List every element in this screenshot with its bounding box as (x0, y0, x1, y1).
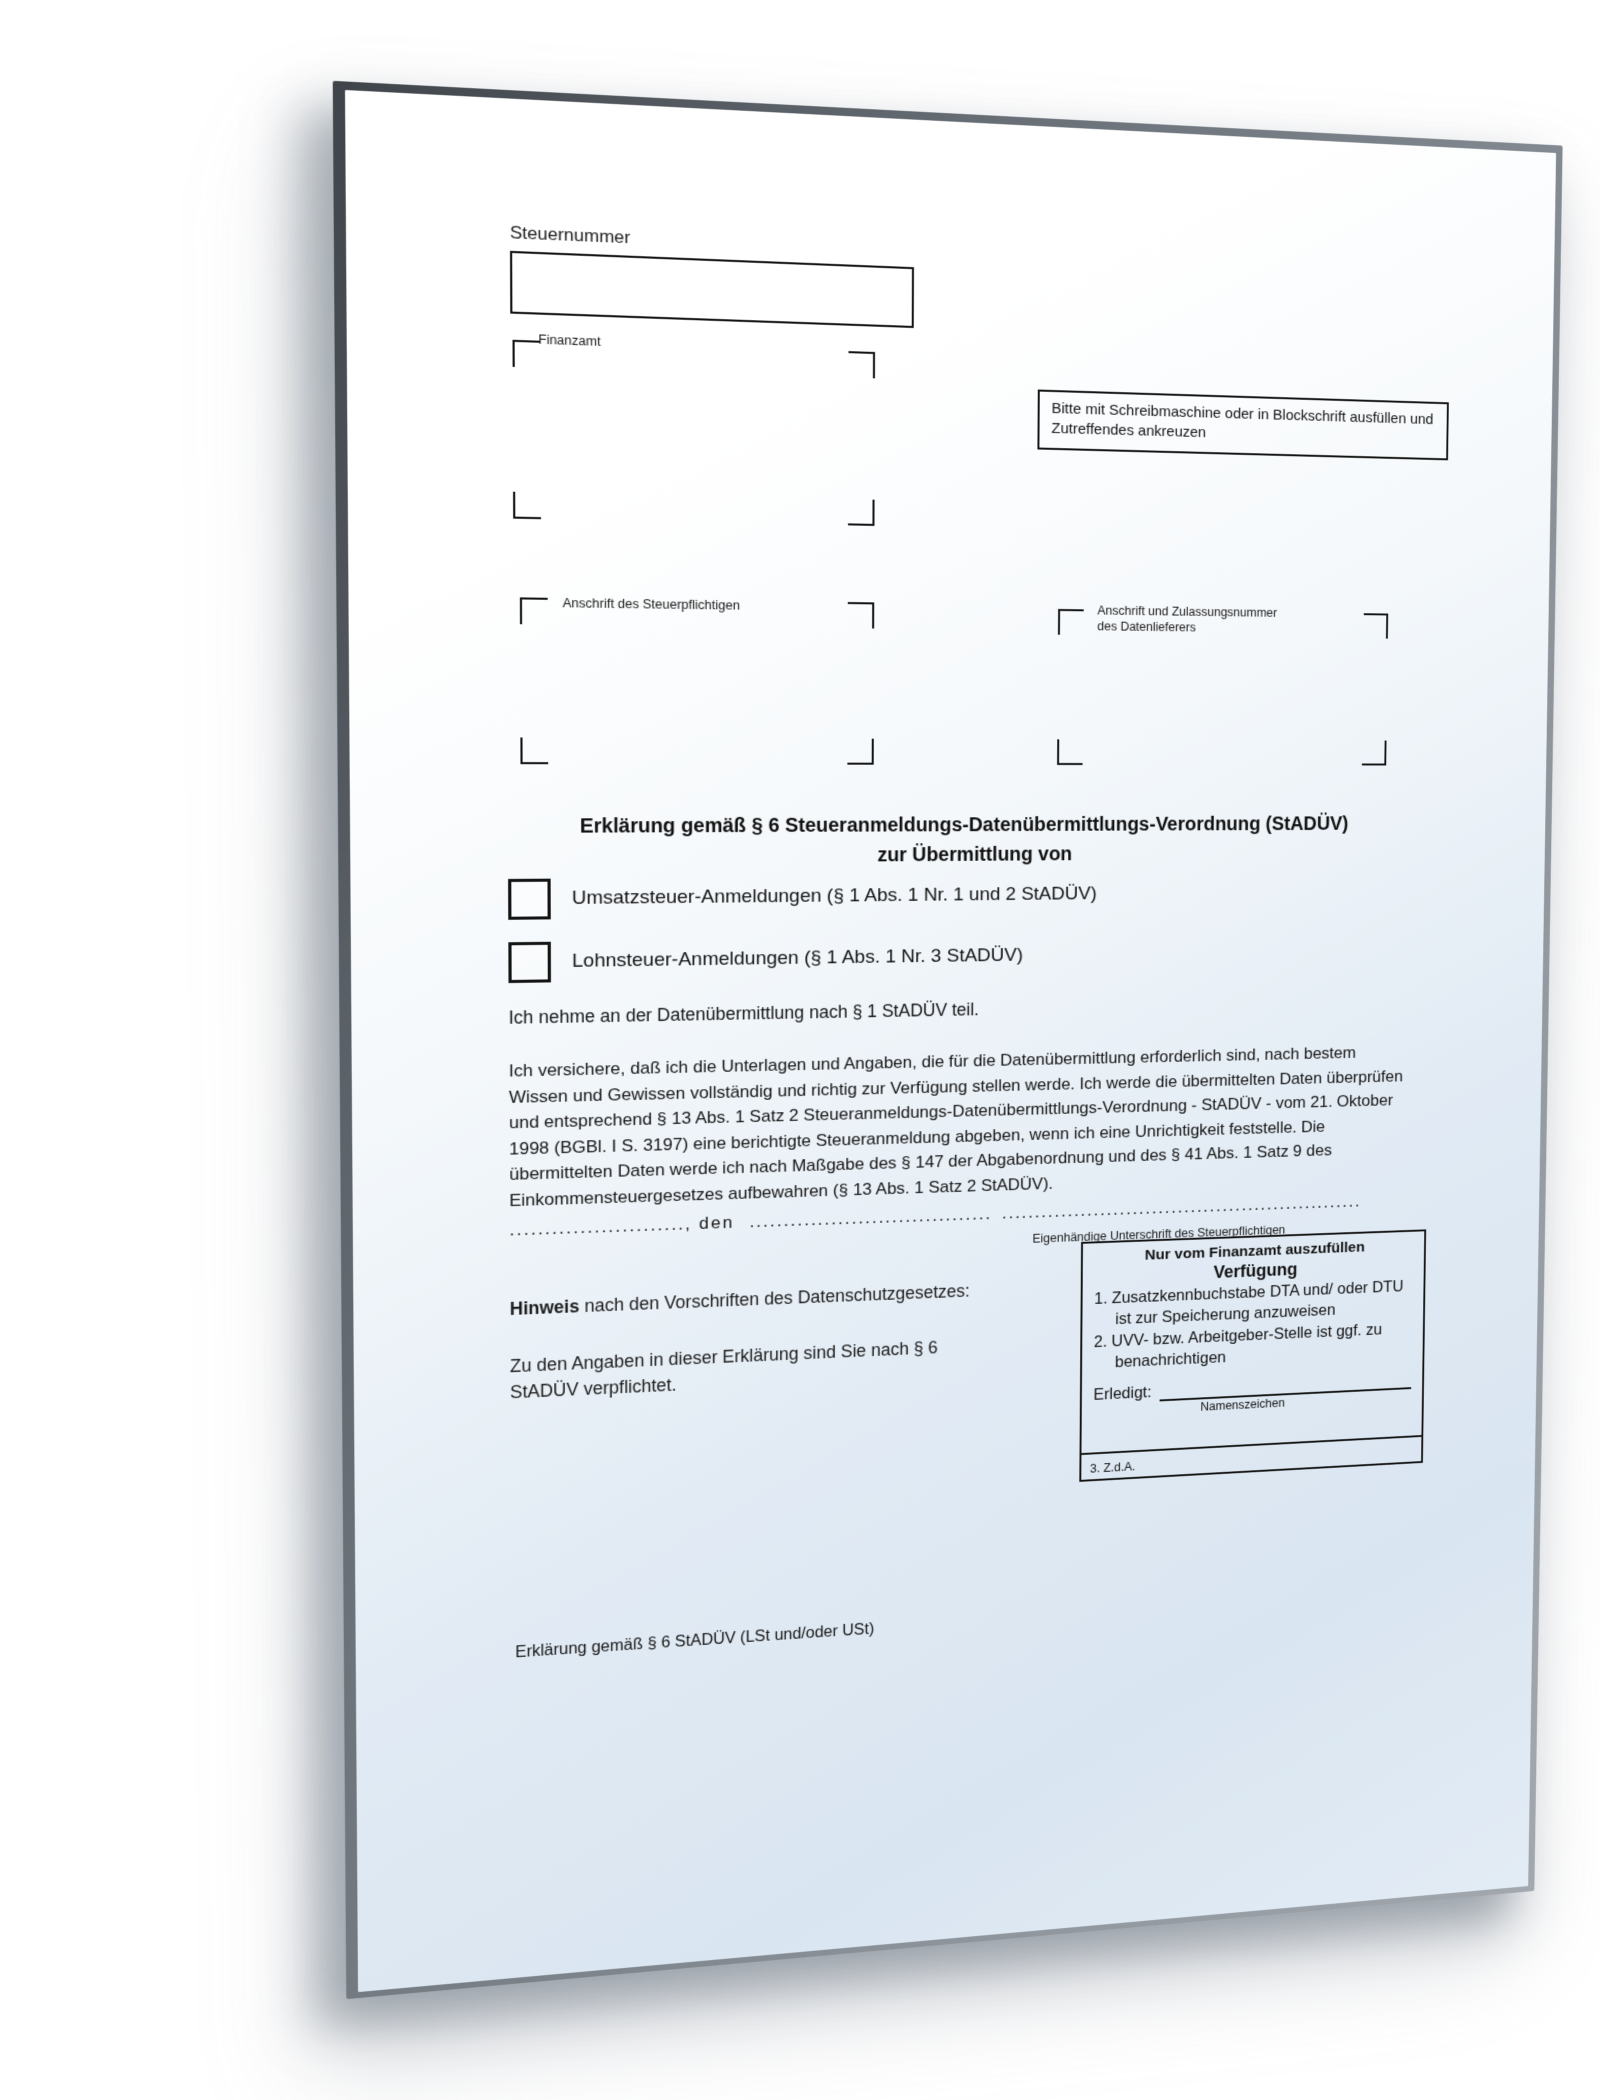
erledigt-label: Erledigt: (1093, 1383, 1152, 1405)
checkbox-lohnsteuer[interactable] (508, 942, 551, 983)
corner-mark-icon (848, 351, 875, 378)
city-dots-field[interactable]: ......................... (509, 1214, 686, 1240)
corner-mark-icon (848, 499, 875, 526)
supplier-address-label (1097, 604, 1277, 637)
corner-mark-icon (513, 492, 541, 520)
checkbox-row-umsatzsteuer (508, 872, 1407, 919)
taxpayer-address-frame (520, 597, 874, 764)
office-box-inner (1081, 1231, 1424, 1455)
corner-mark-icon (1057, 739, 1083, 765)
checkbox-row-lohnsteuer (508, 931, 1406, 983)
supplier-address-label-line1: Anschrift und Zulassungsnummer (1097, 603, 1278, 620)
corner-mark-icon (1058, 609, 1084, 635)
supplier-address-label-line2: des Datenlieferers (1097, 619, 1196, 635)
office-item-2-num: 2. (1093, 1333, 1108, 1351)
office-item-1-text: Zusatzkennbuchstabe DTA und/ oder DTU ist zur Speicherung anzuweisen (1111, 1278, 1404, 1328)
hinweis-bold: Hinweis (509, 1296, 580, 1320)
zda-label: 3. Z.d.A. (1089, 1459, 1136, 1476)
steuernummer-label: Steuernummer (509, 222, 631, 248)
corner-mark-icon (520, 737, 548, 764)
office-item-1-num: 1. (1094, 1289, 1108, 1308)
steuernummer-input-box[interactable] (510, 251, 914, 328)
finanzamt-address-frame (513, 332, 876, 526)
den-label: , den (685, 1212, 742, 1234)
signature-dots-field[interactable]: ........................................................ (1001, 1192, 1362, 1223)
corner-mark-icon (1362, 740, 1387, 765)
form-page (345, 90, 1556, 1992)
corner-mark-icon (848, 602, 874, 628)
form-title-line1: Erklärung gemäß § 6 Steueranmeldungs-Datenübermittlungs-Verordnung (StADÜV) (579, 813, 1349, 838)
hinweis-note (510, 1281, 970, 1320)
corner-mark-icon (1364, 613, 1389, 638)
document-sheet (345, 90, 1556, 1992)
corner-mark-icon (520, 597, 548, 624)
office-box-header: Nur vom Finanzamt auszufüllen (1144, 1239, 1365, 1264)
hinweis-rest: nach den Vorschriften des Datenschutzgesetzes: (579, 1280, 970, 1317)
checkbox-umsatzsteuer[interactable] (508, 879, 551, 920)
form-title (512, 809, 1408, 872)
supplier-address-frame (1057, 603, 1388, 765)
namenszeichen-label: Namenszeichen (1200, 1396, 1285, 1414)
taxpayer-address-label: Anschrift des Steuerpflichtigen (562, 595, 740, 613)
date-dots-field[interactable]: .................................... (749, 1204, 993, 1232)
form-footer: Erklärung gemäß § 6 StADÜV (LSt und/oder USt) (515, 1621, 875, 1662)
instruction-box: Bitte mit Schreibmaschine oder in Blockschrift ausfüllen und Zutreffendes ankreuzen (1037, 390, 1448, 460)
declaration-paragraph: Ich versichere, daß ich die Unterlagen und Angaben, die für die Datenübermittlung erforderlich sind, nach bestem Wissen und Gewissen vollständig und richtig zur Verfügung stellen werde. Ich werde die übermittelten Daten überprüfen und entsprechend § 13 Abs. 1 Satz 2 Steueranmeldungs-Datenübermittlungs-Verordnung - StADÜV - vom 21. Oktober 1998 (BGBl. I S. 3197) eine berichtigte Steueranmeldung abgeben, wenn ich eine Unrichtigkeit feststelle. Die übermittelten Daten werde ich nach Maßgabe des § 147 der Abgabenordnung und des § 41 Abs. 1 Satz 9 des Einkommensteuergesetzes aufbewahren (§ 13 Abs. 1 Satz 2 StADÜV). (508, 1043, 1404, 1210)
participation-statement: Ich nehme an der Datenübermittlung nach § 1 StADÜV teil. (508, 999, 979, 1028)
form-title-line2: zur Übermittlung von (877, 843, 1073, 867)
office-use-box (1079, 1229, 1426, 1482)
checkbox-umsatzsteuer-label: Umsatzsteuer-Anmeldungen (§ 1 Abs. 1 Nr. 1 und 2 StADÜV) (571, 883, 1097, 909)
office-item-2-text: UVV- bzw. Arbeitgeber-Stelle ist ggf. zu benachrichtigen (1111, 1321, 1383, 1371)
signature-caption: Eigenhändige Unterschrift des Steuerpflichtigen (1032, 1223, 1286, 1246)
office-box-subheader: Verfügung (1213, 1259, 1298, 1282)
checkbox-lohnsteuer-label: Lohnsteuer-Anmeldungen (§ 1 Abs. 1 Nr. 3 StADÜV) (572, 944, 1024, 972)
finanzamt-label: Finanzamt (538, 332, 601, 349)
corner-mark-icon (847, 739, 873, 765)
privacy-paragraph: Zu den Angaben in dieser Erklärung sind Sie nach § 6 StADÜV verpflichtet. (509, 1337, 938, 1403)
corner-mark-icon (513, 340, 541, 368)
